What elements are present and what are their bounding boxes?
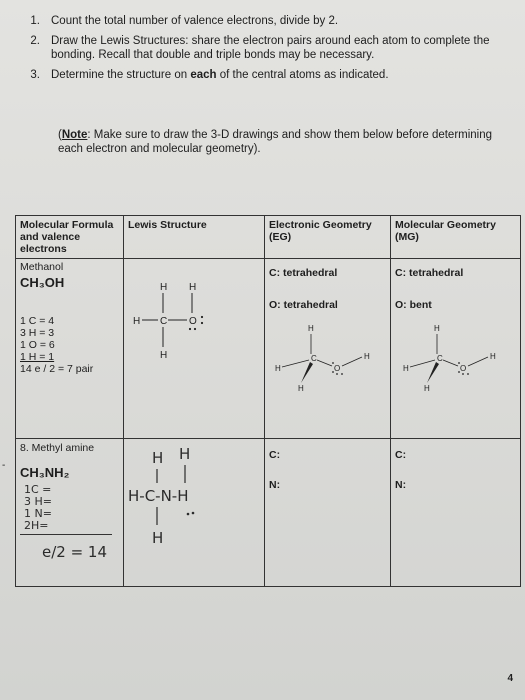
atom-h-top-left: H xyxy=(160,282,168,293)
header-lewis: Lewis Structure xyxy=(124,216,265,259)
header-formula: Molecular Formula and valence electrons xyxy=(16,216,124,259)
methanol-formula: CH₃OH xyxy=(20,275,65,290)
atom-h-bottom: H xyxy=(160,350,168,361)
methanol-count-h2: 1 H = 1 xyxy=(20,351,55,363)
methylamine-mg-cell xyxy=(391,439,521,587)
methylamine-count-n: 1 N= xyxy=(24,507,52,520)
h-right: H xyxy=(490,352,496,361)
h-right: H xyxy=(364,352,370,361)
atom-h-left: H xyxy=(133,316,141,327)
note-paragraph: (Note: Make sure to draw the 3-D drawings and show them below before determining each electron and molecular geometry). xyxy=(58,129,493,155)
header-mg: Molecular Geometry (MG) xyxy=(391,216,521,259)
h-top: H xyxy=(308,324,314,333)
methanol-mg-cell xyxy=(391,259,521,439)
methylamine-eg-carbon: C: xyxy=(269,449,281,461)
page-number: 4 xyxy=(507,673,513,684)
methylamine-row xyxy=(16,439,521,587)
margin-mark: - xyxy=(2,460,6,471)
instruction-list xyxy=(18,14,508,88)
instruction-3-text: Determine the structure on each of the central atoms as indicated. xyxy=(51,69,389,81)
c-center: C xyxy=(437,354,443,363)
methanol-row xyxy=(16,259,521,439)
methylamine-eg-cell xyxy=(265,439,391,587)
methylamine-count-h: 3 H= xyxy=(24,495,52,508)
methanol-total: 14 e / 2 = 7 pair xyxy=(20,363,94,375)
methanol-3d-drawing-eg xyxy=(265,259,391,439)
atom-h-top-right: H xyxy=(189,282,197,293)
o-atom: O xyxy=(460,364,467,373)
methylamine-eg-nitrogen: N: xyxy=(269,479,281,491)
methanol-name: Methanol xyxy=(20,261,64,273)
methanol-eg-cell xyxy=(265,259,391,439)
atom-c: C xyxy=(160,316,168,327)
note-label: Note xyxy=(61,129,88,141)
methylamine-name: 8. Methyl amine xyxy=(20,442,95,454)
methanol-mg-carbon: C: tetrahedral xyxy=(395,267,464,279)
atom-o: O xyxy=(189,316,197,327)
methylamine-count-c: 1C = xyxy=(24,483,52,496)
methanol-formula-cell xyxy=(16,259,124,439)
methylamine-total: e/2 = 14 xyxy=(42,543,108,561)
atom-h-bottom: H xyxy=(152,529,164,547)
geometry-table xyxy=(15,215,521,587)
h-top: H xyxy=(434,324,440,333)
note-text: : Make sure to draw the 3-D drawings and show them below before determining each electron and molecular geometry). xyxy=(58,129,493,155)
methanol-lewis-structure xyxy=(124,259,265,439)
methylamine-count-h2: 2H= xyxy=(24,519,49,532)
header-row xyxy=(16,216,521,259)
methanol-eg-oxygen: O: tetrahedral xyxy=(269,299,338,311)
methanol-3d-drawing-mg xyxy=(391,259,521,439)
methylamine-mg-nitrogen: N: xyxy=(395,479,407,491)
methylamine-lewis-cell xyxy=(124,439,265,587)
header-eg: Electronic Geometry (EG) xyxy=(265,216,391,259)
methanol-eg-carbon: C: tetrahedral xyxy=(269,267,338,279)
h-bottom: H xyxy=(298,384,304,393)
atom-h-top-1: H xyxy=(152,449,164,467)
methylamine-chain: H-C-N-H xyxy=(128,487,189,505)
methanol-count-o: 1 O = 6 xyxy=(20,339,55,351)
instruction-3: 3. Determine the structure on each of the central atoms as indicated. xyxy=(18,68,508,82)
c-center: C xyxy=(311,354,317,363)
methylamine-formula: CH₃NH₂ xyxy=(20,465,70,480)
methylamine-formula-cell xyxy=(16,439,124,587)
methanol-mg-oxygen: O: bent xyxy=(395,299,432,311)
sum-line xyxy=(20,534,112,535)
methylamine-mg-carbon: C: xyxy=(395,449,407,461)
methylamine-lewis-structure xyxy=(124,439,265,587)
h-left: H xyxy=(275,364,281,373)
instruction-1: 1. Count the total number of valence electrons, divide by 2. xyxy=(30,15,339,27)
methanol-count-c: 1 C = 4 xyxy=(20,315,55,327)
h-left: H xyxy=(403,364,409,373)
atom-h-top-2: H xyxy=(179,445,191,463)
h-bottom: H xyxy=(424,384,430,393)
o-atom: O xyxy=(334,364,341,373)
instruction-2: 2. Draw the Lewis Structures: share the electron pairs around each atom to complete the bonding. Recall that double and triple bonds may be necessary. xyxy=(30,35,490,61)
methanol-lewis-cell xyxy=(124,259,265,439)
methanol-count-h: 3 H = 3 xyxy=(20,327,55,339)
